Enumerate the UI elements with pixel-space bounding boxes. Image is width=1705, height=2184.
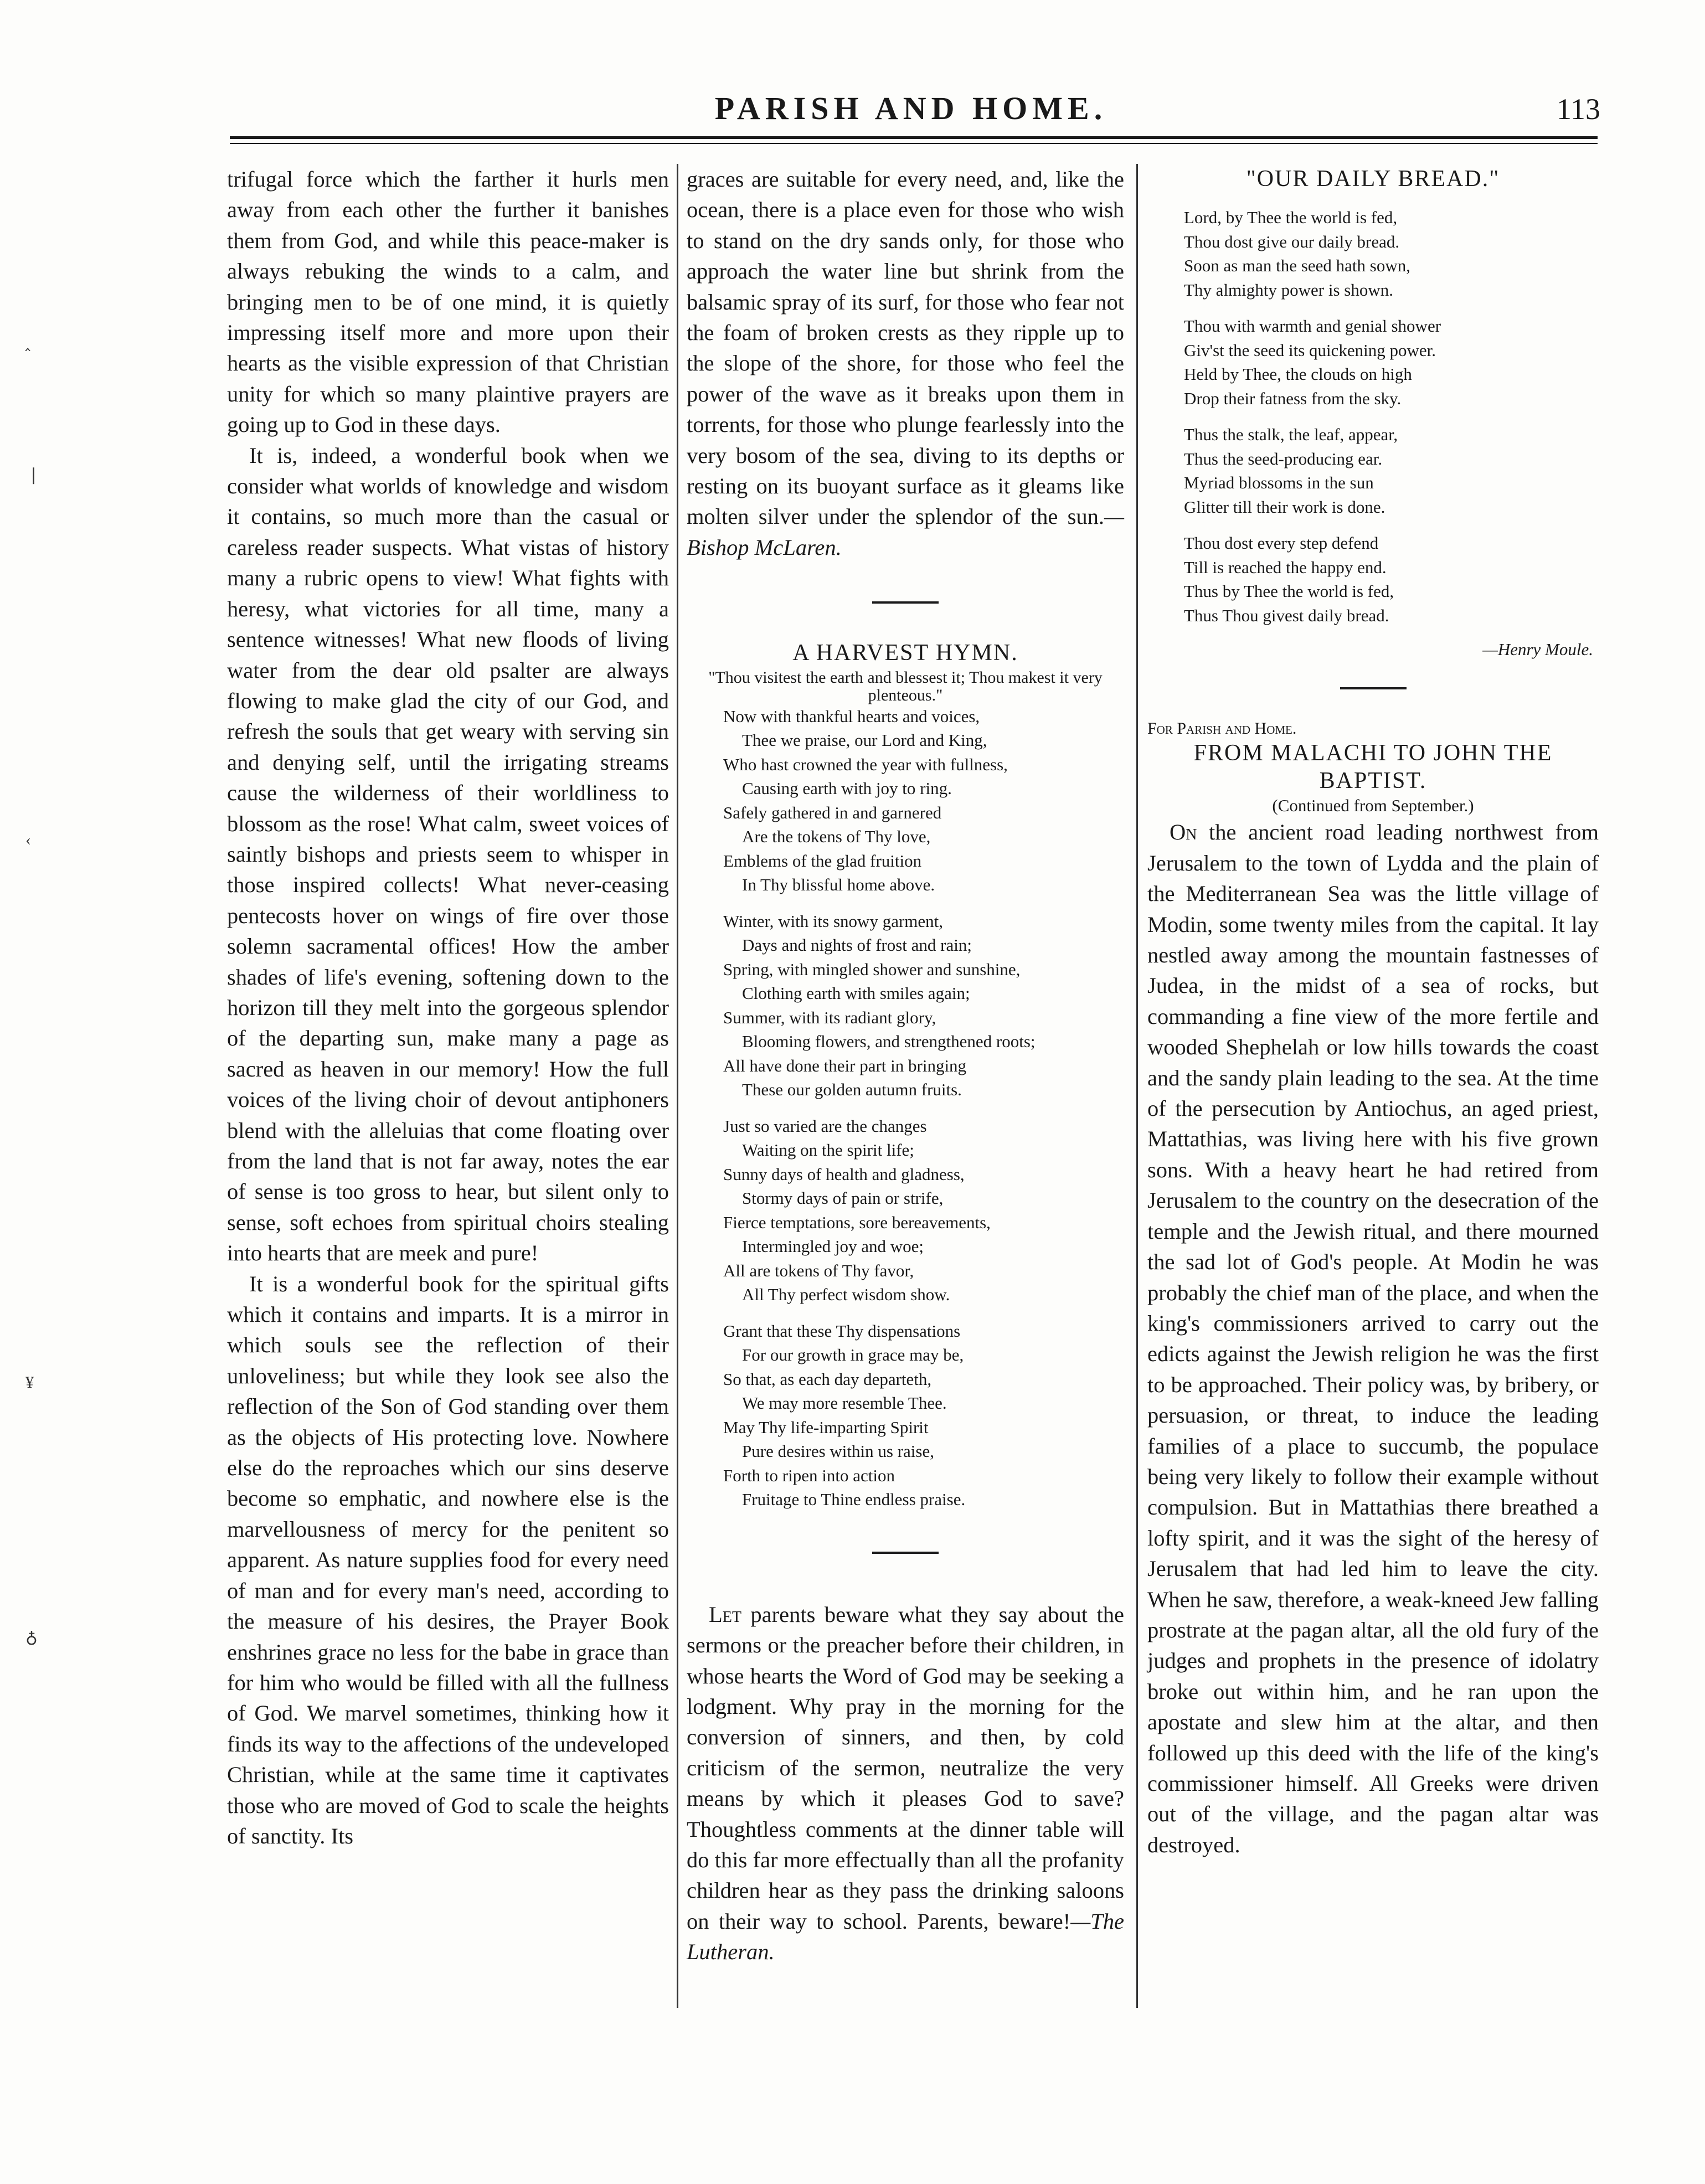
margin-mark: ¥ bbox=[25, 1373, 34, 1392]
poem-line: Thus by Thee the world is fed, bbox=[1184, 581, 1394, 601]
poem-line: Are the tokens of Thy love, bbox=[742, 827, 931, 847]
poem-line: Fierce temptations, sore bereavements, bbox=[723, 1212, 991, 1232]
lead-word: Let bbox=[709, 1601, 741, 1627]
poem-body bbox=[1147, 205, 1599, 627]
poem-line: Grant that these Thy dispensations bbox=[723, 1321, 961, 1341]
margin-mark: ‹ bbox=[25, 831, 31, 849]
poem-line: Waiting on the spirit life; bbox=[742, 1140, 914, 1160]
stanza bbox=[1184, 314, 1599, 410]
poem-line: All have done their part in bringing bbox=[723, 1055, 967, 1075]
poem-line: Pure desires within us raise, bbox=[742, 1441, 934, 1461]
poem-line: Who hast crowned the year with fullness, bbox=[723, 754, 1008, 774]
poem-line: Thee we praise, our Lord and King, bbox=[742, 730, 987, 750]
poem-line: Safely gathered in and garnered bbox=[723, 802, 942, 822]
poem-line: Thou dost every step defend bbox=[1184, 533, 1379, 553]
column-divider-left bbox=[677, 164, 678, 2008]
column-right bbox=[1147, 164, 1599, 1860]
stanza bbox=[723, 909, 1124, 1102]
margin-mark: ‸ bbox=[25, 333, 31, 351]
hymn-body bbox=[687, 704, 1124, 1512]
stanza bbox=[1184, 205, 1599, 302]
stanza bbox=[1184, 531, 1599, 627]
poem-line: Lord, by Thee the world is fed, bbox=[1184, 208, 1398, 228]
article-source: For Parish and Home. bbox=[1147, 719, 1297, 738]
paragraph-text: graces are suitable for every need, and, like the ocean, there is a place even for those who wish to stand on the dry sands only, for those who approach the water line but shrink from the balsamic spray of its surf, for those who fear not the foam of broken crests as they ripple up to the slope of the shore, for those who feel the power of the wave as it breaks upon them in torrents, for those who plunge fearlessly into the very bosom of the sea, diving to its depths or resting on its buoyant surface as it gleams like molten silver under the splendor of the sun. bbox=[687, 167, 1124, 529]
column-left bbox=[227, 164, 669, 1851]
poem-line: Days and nights of frost and rain; bbox=[742, 935, 972, 955]
stanza bbox=[723, 1319, 1124, 1512]
poem-line: Thou with warmth and genial shower bbox=[1184, 316, 1441, 336]
column-divider-right bbox=[1136, 164, 1138, 2008]
poem-line: Summer, with its radiant glory, bbox=[723, 1007, 936, 1027]
poem-line: Emblems of the glad fruition bbox=[723, 851, 922, 870]
poem-line: Thus the seed-producing ear. bbox=[1184, 449, 1383, 468]
paragraph-text: the ancient road leading northwest from Jerusalem to the town of Lydda and the plain of the Mediterranean Sea was the little village of Modin, some twenty miles from the capital. It lay nestled away among the mountain fastnesses of Judea, in the midst of a sea of rocks, but commanding a fine view of the more fertile and wooded Shephelah or low hills towards the coast and the sandy plain leading to the sea. At the time of the persecution by Antiochus, an aged priest, Mattathias, was living here with his five grown sons. With a heavy heart he had retired from Jerusalem to the country on the desecration of the temple and the Jewish ritual, and there mourned the sad lot of God's people. At Modin he was probably the chief man of the place, and when the king's commissioners arrived to carry out the edicts against the Jewish religion he was the first to be approached. Their policy was, by bribery, or persuasion, or threat, to induce the leading families of a place to succumb, the populace being very likely to follow their example without compulsion. But in Mattathias there breathed a lofty spirit, and it was the sight of the heresy of Jerusalem that had led him to leave the city. When he saw, therefore, a weak-kneed Jew falling prostrate at the pagan altar, all the old fury of the judges and prophets in the presence of idolatry broke out within him, and he ran upon the apostate and slew him at the altar, and then followed up this deed with the life of the king's commissioner himself. All Greeks were driven out of the village, and the pagan altar was destroyed. bbox=[1147, 820, 1599, 1857]
poem-line: Fruitage to Thine endless praise. bbox=[742, 1490, 966, 1510]
poem-line: Sunny days of health and gladness, bbox=[723, 1164, 965, 1184]
article-continued: (Continued from September.) bbox=[1272, 796, 1474, 816]
poem-line: Stormy days of pain or strife, bbox=[742, 1188, 944, 1208]
poem-line: So that, as each day departeth, bbox=[723, 1369, 932, 1389]
poem-line: Thus the stalk, the leaf, appear, bbox=[1184, 425, 1398, 445]
poem-line: Held by Thee, the clouds on high bbox=[1184, 364, 1412, 384]
stanza bbox=[723, 704, 1124, 897]
poem-line: Giv'st the seed its quickening power. bbox=[1184, 340, 1436, 360]
poem-line: Thou dost give our daily bread. bbox=[1184, 231, 1400, 251]
header-rule-thin bbox=[230, 143, 1598, 144]
lead-word: On bbox=[1170, 820, 1197, 845]
poem-line: For our growth in grace may be, bbox=[742, 1345, 964, 1365]
attribution: —The Lutheran. bbox=[687, 1908, 1124, 1965]
poem-line: All Thy perfect wisdom show. bbox=[742, 1285, 950, 1305]
poem-line: Drop their fatness from the sky. bbox=[1184, 388, 1402, 408]
hymn-title: A HARVEST HYMN. bbox=[792, 640, 1018, 666]
poem-line: May Thy life-imparting Spirit bbox=[723, 1417, 929, 1437]
hymn-epigraph: "Thou visitest the earth and blessest it; Thou makest it very plenteous." bbox=[708, 668, 1103, 704]
poem-line: Till is reached the happy end. bbox=[1184, 557, 1387, 577]
poem-line: Intermingled joy and woe; bbox=[742, 1237, 924, 1256]
poem-attribution: —Henry Moule. bbox=[1482, 640, 1593, 660]
paragraph bbox=[687, 1599, 1124, 1967]
poem-line: Thus Thou givest daily bread. bbox=[1184, 605, 1389, 625]
poem-line: All are tokens of Thy favor, bbox=[723, 1260, 914, 1280]
paragraph-text: parents beware what they say about the sermons or the preacher before their children, in whose hearts the Word of God may be seeking a lodgment. Why pray in the morning for the conversion of sinners, and then, by cold criticism of the sermon, neutralize the very means by which it pleases God to save? Thoughtless comments at the dinner table will do this far more effectually than all the profanity children hear as they pass the drinking saloons on their way to school. Parents, beware! bbox=[687, 1601, 1124, 1934]
poem-line: We may more resemble Thee. bbox=[742, 1393, 947, 1413]
page-title: PARISH AND HOME. bbox=[714, 90, 1108, 126]
poem-line: Winter, with its snowy garment, bbox=[723, 911, 944, 931]
poem-line: Just so varied are the changes bbox=[723, 1116, 927, 1136]
margin-mark: ❘ bbox=[27, 466, 41, 484]
paragraph bbox=[1147, 817, 1599, 1860]
poem-line: Causing earth with joy to ring. bbox=[742, 779, 952, 799]
column-middle bbox=[687, 164, 1124, 1967]
poem-line: In Thy blissful home above. bbox=[742, 875, 935, 895]
stanza bbox=[1184, 423, 1599, 519]
poem-line: Spring, with mingled shower and sunshine, bbox=[723, 959, 1021, 979]
poem-line: Thy almighty power is shown. bbox=[1184, 280, 1393, 300]
margin-mark: ♁ bbox=[25, 1629, 38, 1647]
paragraph: It is, indeed, a wonderful book when we consider what worlds of knowledge and wisdom it contains, so much more than the casual or careless reader suspects. What vistas of history many a rubric opens to view! What fights with heresy, what victories for all time, many a sentence witnesses! What new floods of living water from the dear old psalter are always flowing to make glad the city of our God, and refresh the souls that get weary with serving sin and denying self, until the irrigating streams cause the wilderness of their worldliness to blossom as the rose! What calm, sweet voices of saintly bishops and priests seem to whisper in those inspired collects! What never-ceasing pentecosts hover on wings of fire over those solemn sacramental offices! How the amber shades of life's evening, softening down to the horizon till they melt into the gorgeous splendor of the departing sun, make many a page as sacred as heaven in our memory! How the full voices of the living choir of devout antiphoners blend with the alleluias that come floating over from the land that is not far away, notes the ear of sense is too gross to hear, but silent only to sense, soft echoes from spiritual choirs stealing into hearts that are meek and pure! bbox=[227, 442, 669, 1266]
poem-line: Forth to ripen into action bbox=[723, 1465, 895, 1485]
paragraph: trifugal force which the farther it hurls men away from each other the further it banishes them from God, and while this peace-maker is always rebuking the winds to a calm, and bringing men to be of one mind, it is quietly impressing itself more and more upon their hearts as the visible expression of that Christian unity for which so many plaintive prayers are going up to God in these days. bbox=[227, 167, 669, 437]
attribution: —Bishop McLaren. bbox=[687, 504, 1124, 560]
page-number: 113 bbox=[1557, 92, 1600, 126]
poem-line: These our golden autumn fruits. bbox=[742, 1080, 962, 1100]
poem-line: Now with thankful hearts and voices, bbox=[723, 706, 980, 726]
poem-line: Blooming flowers, and strengthened roots; bbox=[742, 1032, 1036, 1052]
poem-title: "OUR DAILY BREAD." bbox=[1246, 166, 1500, 192]
poem-line: Glitter till their work is done. bbox=[1184, 497, 1385, 517]
poem-line: Soon as man the seed hath sown, bbox=[1184, 256, 1410, 276]
stanza bbox=[723, 1114, 1124, 1307]
poem-line: Clothing earth with smiles again; bbox=[742, 983, 970, 1003]
page-header bbox=[222, 83, 1600, 138]
article-title: FROM MALACHI TO JOHN THE BAPTIST. bbox=[1193, 740, 1553, 794]
paragraph bbox=[687, 164, 1124, 563]
poem-line: Myriad blossoms in the sun bbox=[1184, 473, 1374, 493]
paragraph: It is a wonderful book for the spiritual gifts which it contains and imparts. It is a mirror in which souls see the reflection of their unloveliness; but while they look see also the reflection of the Son of God standing over them as the objects of His protecting love. Nowhere else do the reproaches which our sins deserve become so emphatic, and nowhere else is the marvellousness of mercy for the penitent so apparent. As nature supplies food for every need of man and for every man's need, according to the measure of his desires, the Prayer Book enshrines grace no less for the babe in grace than for him who would be filled with all the fullness of God. We marvel sometimes, thinking how it finds its way to the affections of the undeveloped Christian, while at the same time it captivates those who are moved of God to scale the heights of sanctity. Its bbox=[227, 1271, 669, 1848]
header-rule-thick bbox=[230, 136, 1598, 139]
